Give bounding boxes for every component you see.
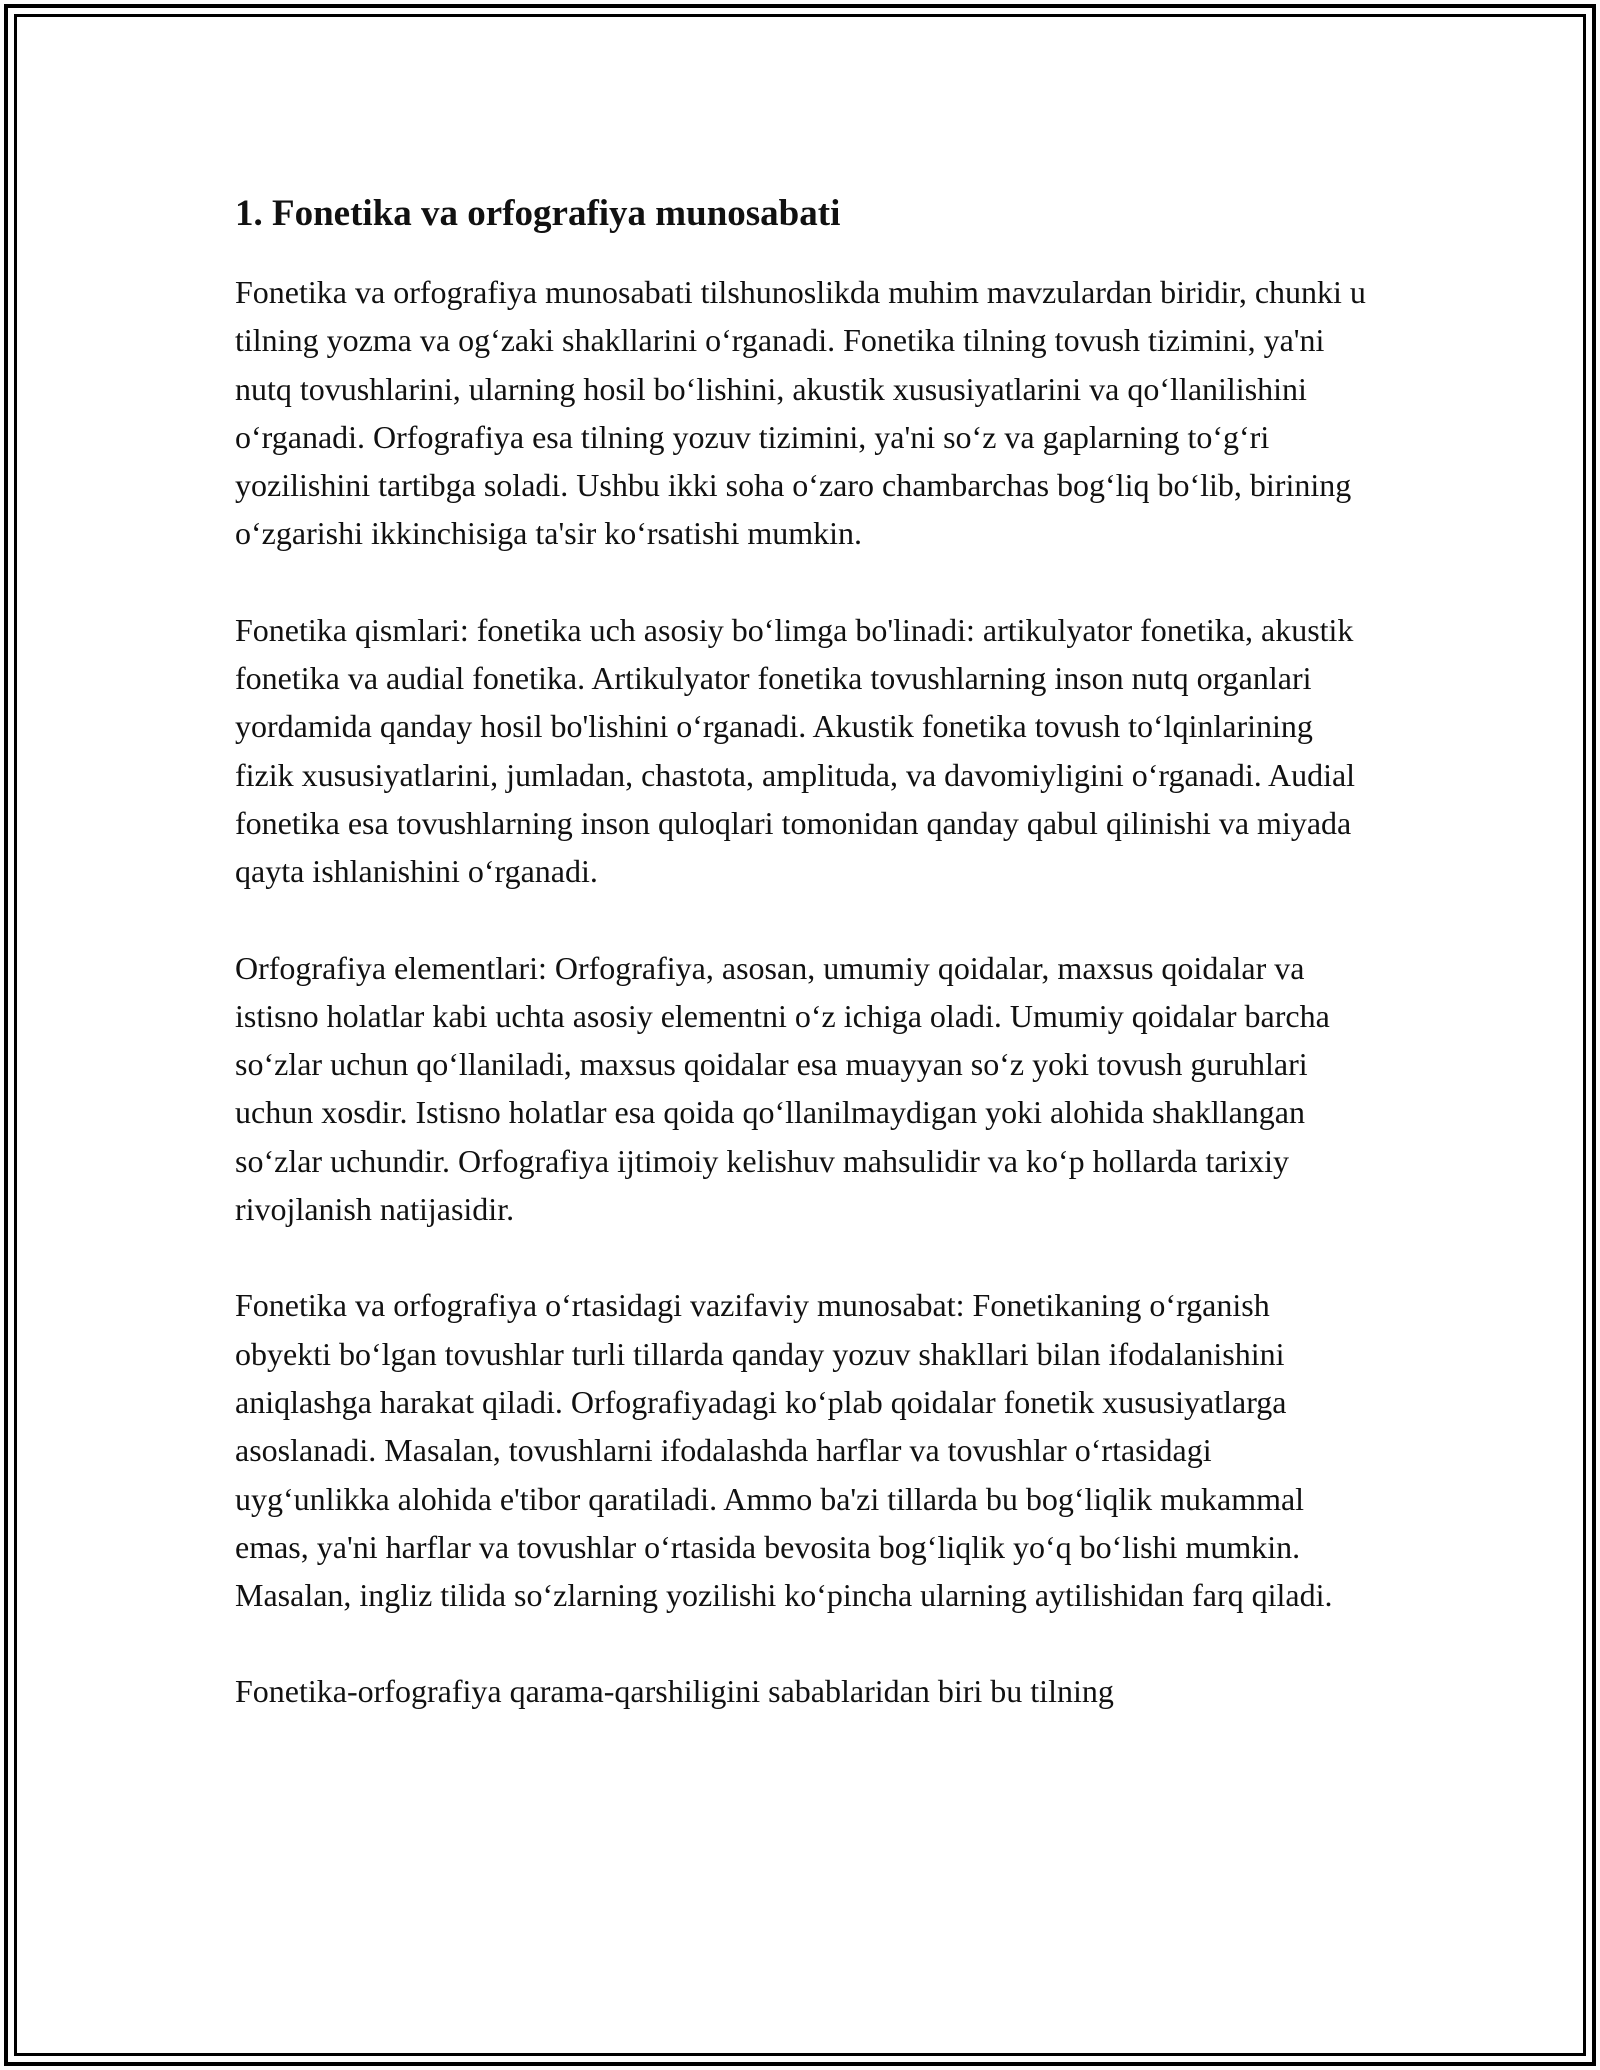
document-body: [235, 186, 1370, 1764]
section-heading: 1. Fonetika va orfografiya munosabati: [235, 193, 841, 234]
paragraph-orfografiya-elementlari: Orfografiya elementlari: Orfografiya, asosan, umumiy qoidalar, maxsus qoidalar va istisno holatlar kabi uchta asosiy elementni o‘z ichiga oladi. Umumiy qoidalar barcha so‘zlar uchun qo‘llaniladi, maxsus qoidalar esa muayyan so‘z yoki tovush guruhlari uchun xosdir. Istisno holatlar esa qoida qo‘llanilmaydigan yoki alohida shakllangan so‘zlar uchundir. Orfografiya ijtimoiy kelishuv mahsulidir va ko‘p hollarda tarixiy rivojlanish natijasidir.: [235, 949, 1330, 1228]
paragraph-qarama-qarshilik: Fonetika-orfografiya qarama-qarshiligini sabablaridan biri bu tilning: [235, 1673, 1114, 1710]
paragraph-intro: Fonetika va orfografiya munosabati tilshunoslikda muhim mavzulardan biridir, chunki u tilning yozma va og‘zaki shakllarini o‘rganadi. Fonetika tilning tovush tizimini, ya'ni nutq tovushlarini, ularning hosil bo‘lishini, akustik xususiyatlarini va qo‘llanilishini o‘rganadi. Orfografiya esa tilning yozuv tizimini, ya'ni so‘z va gaplarning to‘g‘ri yozilishini tartibga soladi. Ushbu ikki soha o‘zaro chambarchas bog‘liq bo‘lib, birining o‘zgarishi ikkinchisiga ta'sir ko‘rsatishi mumkin.: [235, 274, 1366, 552]
paragraph-vazifaviy-munosabat: Fonetika va orfografiya o‘rtasidagi vazifaviy munosabat: Fonetikaning o‘rganish obyekti bo‘lgan tovushlar turli tillarda qanday yozuv shakllari bilan ifodalanishini aniqlashga harakat qiladi. Orfografiyadagi ko‘plab qoidalar fonetik xususiyatlarga asoslanadi. Masalan, tovushlarni ifodalashda harflar va tovushlar o‘rtasidagi uyg‘unlikka alohida e'tibor qaratiladi. Ammo ba'zi tillarda bu bog‘liqlik mukammal emas, ya'ni harflar va tovushlar o‘rtasida bevosita bog‘liqlik yo‘q bo‘lishi mumkin. Masalan, ingliz tilida so‘zlarning yozilishi ko‘pincha ularning aytilishidan farq qiladi.: [235, 1287, 1333, 1614]
paragraph-fonetika-qismlari: Fonetika qismlari: fonetika uch asosiy bo‘limga bo'linadi: artikulyator fonetika, akustik fonetika va audial fonetika. Artikulyator fonetika tovushlarning inson nutq organlari yordamida qanday hosil bo'lishini o‘rganadi. Akustik fonetika tovush to‘lqinlarining fizik xususiyatlarini, jumladan, chastota, amplituda, va davomiyligini o‘rganadi. Audial fonetika esa tovushlarning inson quloqlari tomonidan qanday qabul qilinishi va miyada qayta ishlanishini o‘rganadi.: [235, 611, 1356, 890]
